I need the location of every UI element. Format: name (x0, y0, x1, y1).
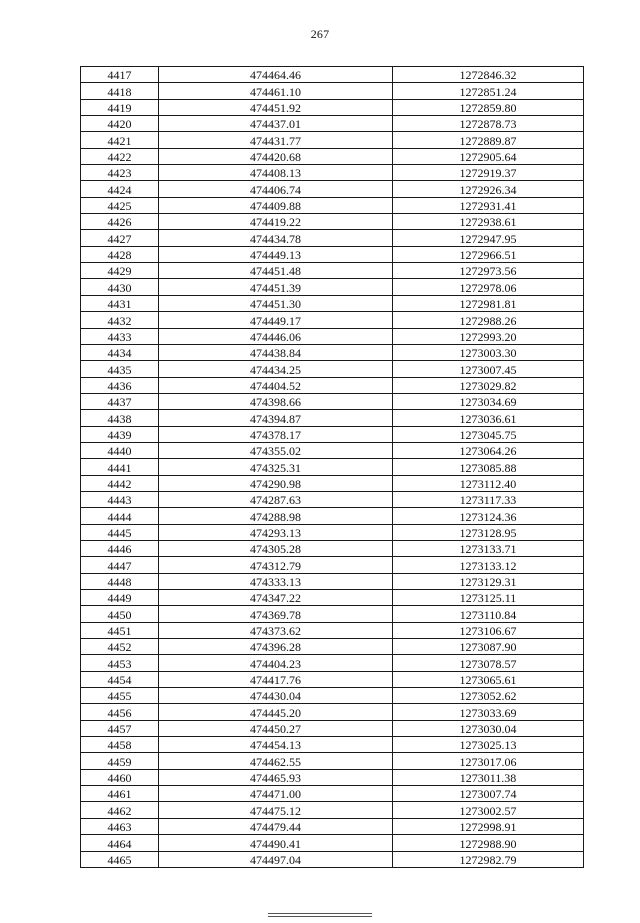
table-row (81, 246, 584, 262)
table-row (81, 475, 584, 491)
table-row (81, 132, 584, 148)
x-coordinate-cell: 474490.41 (159, 835, 393, 851)
x-coordinate-cell: 474451.30 (159, 295, 393, 311)
table-row (81, 83, 584, 99)
x-coordinate-cell: 474454.13 (159, 737, 393, 753)
x-coordinate-cell: 474449.13 (159, 246, 393, 262)
y-coordinate-cell: 1272889.87 (393, 132, 584, 148)
table-row (81, 312, 584, 328)
page-number: 267 (310, 27, 330, 41)
y-coordinate-cell: 1273064.26 (393, 442, 584, 458)
y-coordinate-cell: 1272905.64 (393, 148, 584, 164)
x-coordinate-cell: 474369.78 (159, 606, 393, 622)
y-coordinate-cell: 1273112.40 (393, 475, 584, 491)
point-number-cell: 4430 (81, 279, 159, 295)
point-number-cell: 4460 (81, 769, 159, 785)
point-number-cell: 4437 (81, 393, 159, 409)
point-number-cell: 4452 (81, 639, 159, 655)
y-coordinate-cell: 1272981.81 (393, 295, 584, 311)
table-row (81, 442, 584, 458)
x-coordinate-cell: 474479.44 (159, 818, 393, 834)
coordinates-table-body (81, 67, 584, 868)
table-row (81, 786, 584, 802)
table-row (81, 622, 584, 638)
x-coordinate-cell: 474290.98 (159, 475, 393, 491)
y-coordinate-cell: 1273117.33 (393, 491, 584, 507)
x-coordinate-cell: 474451.92 (159, 99, 393, 115)
point-number-cell: 4436 (81, 377, 159, 393)
point-number-cell: 4459 (81, 753, 159, 769)
table-row (81, 720, 584, 736)
x-coordinate-cell: 474451.39 (159, 279, 393, 295)
table-row (81, 851, 584, 867)
point-number-cell: 4443 (81, 491, 159, 507)
point-number-cell: 4439 (81, 426, 159, 442)
y-coordinate-cell: 1272919.37 (393, 165, 584, 181)
table-row (81, 802, 584, 818)
table-row (81, 590, 584, 606)
x-coordinate-cell: 474288.98 (159, 508, 393, 524)
x-coordinate-cell: 474312.79 (159, 557, 393, 573)
x-coordinate-cell: 474408.13 (159, 165, 393, 181)
x-coordinate-cell: 474462.55 (159, 753, 393, 769)
y-coordinate-cell: 1272988.26 (393, 312, 584, 328)
x-coordinate-cell: 474305.28 (159, 540, 393, 556)
x-coordinate-cell: 474287.63 (159, 491, 393, 507)
y-coordinate-cell: 1272931.41 (393, 197, 584, 213)
y-coordinate-cell: 1273045.75 (393, 426, 584, 442)
y-coordinate-cell: 1273011.38 (393, 769, 584, 785)
y-coordinate-cell: 1273078.57 (393, 655, 584, 671)
y-coordinate-cell: 1272978.06 (393, 279, 584, 295)
point-number-cell: 4457 (81, 720, 159, 736)
point-number-cell: 4448 (81, 573, 159, 589)
point-number-cell: 4427 (81, 230, 159, 246)
point-number-cell: 4461 (81, 786, 159, 802)
point-number-cell: 4465 (81, 851, 159, 867)
x-coordinate-cell: 474404.23 (159, 655, 393, 671)
point-number-cell: 4417 (81, 67, 159, 83)
y-coordinate-cell: 1273029.82 (393, 377, 584, 393)
x-coordinate-cell: 474446.06 (159, 328, 393, 344)
y-coordinate-cell: 1273065.61 (393, 671, 584, 687)
y-coordinate-cell: 1273003.30 (393, 344, 584, 360)
point-number-cell: 4444 (81, 508, 159, 524)
y-coordinate-cell: 1273106.67 (393, 622, 584, 638)
y-coordinate-cell: 1272851.24 (393, 83, 584, 99)
x-coordinate-cell: 474378.17 (159, 426, 393, 442)
y-coordinate-cell: 1272988.90 (393, 835, 584, 851)
point-number-cell: 4423 (81, 165, 159, 181)
point-number-cell: 4456 (81, 704, 159, 720)
point-number-cell: 4441 (81, 459, 159, 475)
x-coordinate-cell: 474450.27 (159, 720, 393, 736)
table-row (81, 344, 584, 360)
point-number-cell: 4462 (81, 802, 159, 818)
table-row (81, 671, 584, 687)
x-coordinate-cell: 474373.62 (159, 622, 393, 638)
x-coordinate-cell: 474293.13 (159, 524, 393, 540)
x-coordinate-cell: 474464.46 (159, 67, 393, 83)
point-number-cell: 4433 (81, 328, 159, 344)
table-row (81, 459, 584, 475)
x-coordinate-cell: 474396.28 (159, 639, 393, 655)
x-coordinate-cell: 474461.10 (159, 83, 393, 99)
table-row (81, 99, 584, 115)
x-coordinate-cell: 474417.76 (159, 671, 393, 687)
point-number-cell: 4421 (81, 132, 159, 148)
x-coordinate-cell: 474406.74 (159, 181, 393, 197)
y-coordinate-cell: 1272846.32 (393, 67, 584, 83)
table-row (81, 377, 584, 393)
point-number-cell: 4418 (81, 83, 159, 99)
point-number-cell: 4432 (81, 312, 159, 328)
y-coordinate-cell: 1273025.13 (393, 737, 584, 753)
y-coordinate-cell: 1273002.57 (393, 802, 584, 818)
table-row (81, 835, 584, 851)
y-coordinate-cell: 1272993.20 (393, 328, 584, 344)
x-coordinate-cell: 474471.00 (159, 786, 393, 802)
point-number-cell: 4449 (81, 590, 159, 606)
x-coordinate-cell: 474333.13 (159, 573, 393, 589)
footer-rule (268, 913, 372, 917)
y-coordinate-cell: 1273036.61 (393, 410, 584, 426)
table-row (81, 688, 584, 704)
point-number-cell: 4424 (81, 181, 159, 197)
x-coordinate-cell: 474347.22 (159, 590, 393, 606)
x-coordinate-cell: 474404.52 (159, 377, 393, 393)
y-coordinate-cell: 1273030.04 (393, 720, 584, 736)
table-row (81, 737, 584, 753)
x-coordinate-cell: 474431.77 (159, 132, 393, 148)
x-coordinate-cell: 474438.84 (159, 344, 393, 360)
table-row (81, 426, 584, 442)
point-number-cell: 4438 (81, 410, 159, 426)
table-row (81, 704, 584, 720)
point-number-cell: 4463 (81, 818, 159, 834)
y-coordinate-cell: 1272973.56 (393, 263, 584, 279)
y-coordinate-cell: 1272998.91 (393, 818, 584, 834)
table-row (81, 769, 584, 785)
table-row (81, 540, 584, 556)
point-number-cell: 4434 (81, 344, 159, 360)
table-row (81, 67, 584, 83)
y-coordinate-cell: 1272982.79 (393, 851, 584, 867)
table-row (81, 295, 584, 311)
table-row (81, 606, 584, 622)
table-row (81, 148, 584, 164)
x-coordinate-cell: 474449.17 (159, 312, 393, 328)
point-number-cell: 4450 (81, 606, 159, 622)
table-row (81, 181, 584, 197)
table-row (81, 279, 584, 295)
x-coordinate-cell: 474419.22 (159, 214, 393, 230)
y-coordinate-cell: 1273087.90 (393, 639, 584, 655)
point-number-cell: 4442 (81, 475, 159, 491)
point-number-cell: 4445 (81, 524, 159, 540)
table-row (81, 197, 584, 213)
point-number-cell: 4428 (81, 246, 159, 262)
table-row (81, 818, 584, 834)
y-coordinate-cell: 1272878.73 (393, 116, 584, 132)
y-coordinate-cell: 1273133.12 (393, 557, 584, 573)
point-number-cell: 4451 (81, 622, 159, 638)
y-coordinate-cell: 1273007.74 (393, 786, 584, 802)
x-coordinate-cell: 474497.04 (159, 851, 393, 867)
table-row (81, 508, 584, 524)
table-row (81, 393, 584, 409)
y-coordinate-cell: 1273007.45 (393, 361, 584, 377)
table-row (81, 753, 584, 769)
point-number-cell: 4422 (81, 148, 159, 164)
point-number-cell: 4431 (81, 295, 159, 311)
table-row (81, 165, 584, 181)
point-number-cell: 4435 (81, 361, 159, 377)
y-coordinate-cell: 1272859.80 (393, 99, 584, 115)
y-coordinate-cell: 1273110.84 (393, 606, 584, 622)
point-number-cell: 4420 (81, 116, 159, 132)
x-coordinate-cell: 474355.02 (159, 442, 393, 458)
y-coordinate-cell: 1273129.31 (393, 573, 584, 589)
y-coordinate-cell: 1272947.95 (393, 230, 584, 246)
table-row (81, 328, 584, 344)
y-coordinate-cell: 1273034.69 (393, 393, 584, 409)
point-number-cell: 4425 (81, 197, 159, 213)
y-coordinate-cell: 1273052.62 (393, 688, 584, 704)
table-row (81, 230, 584, 246)
y-coordinate-cell: 1272938.61 (393, 214, 584, 230)
x-coordinate-cell: 474451.48 (159, 263, 393, 279)
table-row (81, 557, 584, 573)
point-number-cell: 4454 (81, 671, 159, 687)
x-coordinate-cell: 474445.20 (159, 704, 393, 720)
point-number-cell: 4453 (81, 655, 159, 671)
x-coordinate-cell: 474475.12 (159, 802, 393, 818)
table-row (81, 491, 584, 507)
table-row (81, 573, 584, 589)
point-number-cell: 4455 (81, 688, 159, 704)
table-row (81, 263, 584, 279)
table-row (81, 116, 584, 132)
point-number-cell: 4446 (81, 540, 159, 556)
point-number-cell: 4429 (81, 263, 159, 279)
x-coordinate-cell: 474437.01 (159, 116, 393, 132)
x-coordinate-cell: 474430.04 (159, 688, 393, 704)
point-number-cell: 4464 (81, 835, 159, 851)
x-coordinate-cell: 474325.31 (159, 459, 393, 475)
point-number-cell: 4440 (81, 442, 159, 458)
table-row (81, 639, 584, 655)
x-coordinate-cell: 474398.66 (159, 393, 393, 409)
y-coordinate-cell: 1273033.69 (393, 704, 584, 720)
point-number-cell: 4419 (81, 99, 159, 115)
coordinates-table (80, 66, 584, 868)
table-row (81, 655, 584, 671)
y-coordinate-cell: 1272926.34 (393, 181, 584, 197)
y-coordinate-cell: 1273124.36 (393, 508, 584, 524)
table-row (81, 361, 584, 377)
x-coordinate-cell: 474434.25 (159, 361, 393, 377)
point-number-cell: 4447 (81, 557, 159, 573)
table-row (81, 214, 584, 230)
x-coordinate-cell: 474420.68 (159, 148, 393, 164)
point-number-cell: 4458 (81, 737, 159, 753)
point-number-cell: 4426 (81, 214, 159, 230)
y-coordinate-cell: 1273017.06 (393, 753, 584, 769)
y-coordinate-cell: 1273133.71 (393, 540, 584, 556)
y-coordinate-cell: 1272966.51 (393, 246, 584, 262)
table-row (81, 524, 584, 540)
y-coordinate-cell: 1273085.88 (393, 459, 584, 475)
x-coordinate-cell: 474465.93 (159, 769, 393, 785)
x-coordinate-cell: 474394.87 (159, 410, 393, 426)
table-row (81, 410, 584, 426)
x-coordinate-cell: 474409.88 (159, 197, 393, 213)
x-coordinate-cell: 474434.78 (159, 230, 393, 246)
y-coordinate-cell: 1273125.11 (393, 590, 584, 606)
y-coordinate-cell: 1273128.95 (393, 524, 584, 540)
